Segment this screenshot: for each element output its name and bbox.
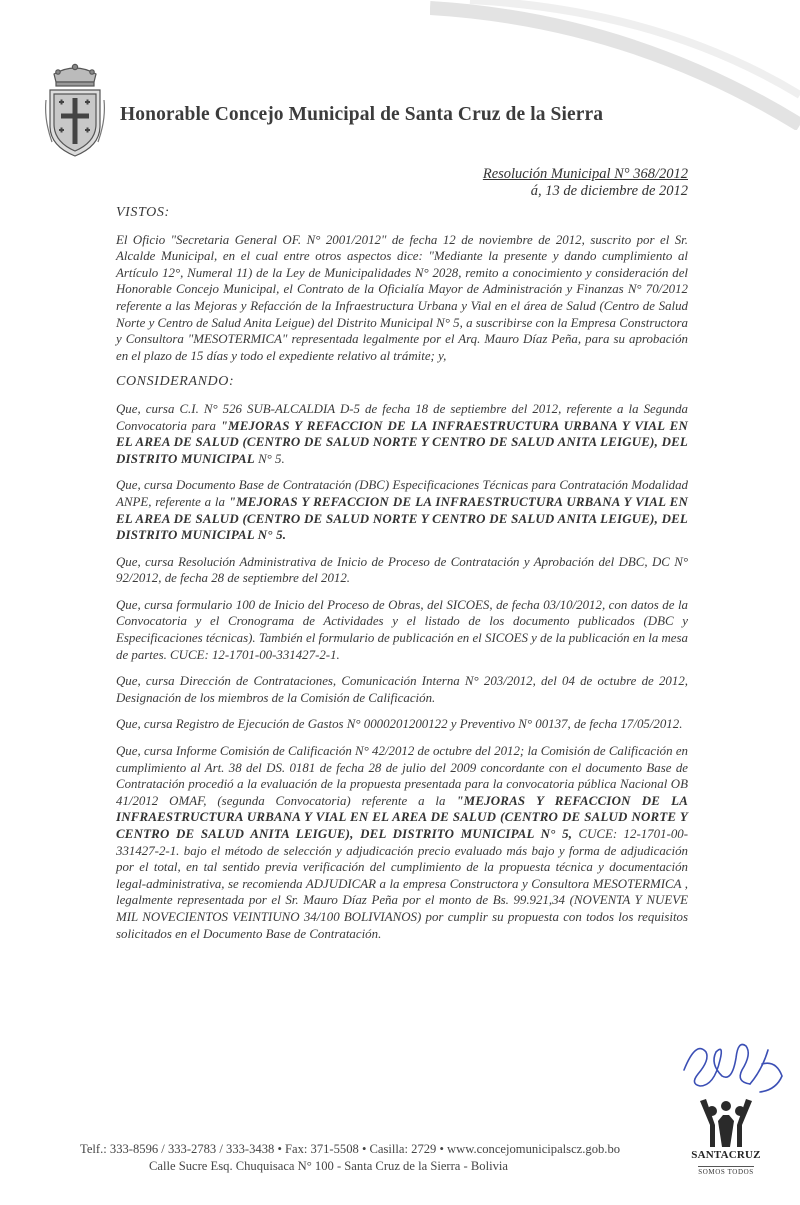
santacruz-people-icon [696,1095,756,1151]
paragraph-text: N° 5. [254,451,285,466]
santacruz-logo [686,1095,766,1175]
considerando-paragraph-7 [116,743,688,942]
considerando-heading: CONSIDERANDO: [116,374,235,390]
resolution-number: Resolución Municipal N° 368/2012 [482,166,688,182]
footer-address: Calle Sucre Esq. Chuquisaca N° 100 - Santa Cruz de la Sierra - Bolivia [149,1159,508,1173]
document-body [116,205,688,952]
footer-contact: Telf.: 333-8596 / 333-2783 / 333-3438 • Fax: 371-5508 • Casilla: 2729 • www.concejomunicipalscz.gob.bo [80,1142,621,1156]
paragraph-text: CUCE: 12-1701-00-331427-2-1. bajo el método de selección y adjudicación precio evaluado más bajo y forma de adjudicación por el total, en tal sentido previa verificación del cumplimiento de la propuesta técnica y documentación legal-administrativa, se recomienda ADJUDICAR a la empresa Constructora y Consultora MESOTERMICA , legalmente representada por el Sr. Mauro Díaz Peña por el monto de Bs. 99.921,34 (NOVENTA Y NUEVE MIL NOVECIENTOS VEINTIUNO 34/100 BOLIVIANOS) por cumplir su propuesta con todos los requisitos solicitados en el Documento Base de Contratación. [116,827,688,941]
considerando-paragraph-2 [116,477,688,543]
considerando-paragraph-4: Que, cursa formulario 100 de Inicio del Proceso de Obras, del SICOES, de fecha 03/10/2012, con datos de la Convocatoria y el Cronograma de Actividades y el listado de los documento publicados (DBC y Especificaciones técnicas). También el formulario de publicación en el SICOES y de la publicación en la mesa de partes. CUCE: 12-1701-00-331427-2-1. [116,597,688,662]
vistos-heading: VISTOS: [116,205,170,220]
paragraph-text: Que, cursa C.I. N° 526 SUB-ALCALDIA D-5 de fecha 18 de septiembre del 2012, referente a la Segunda Convocatoria para [116,401,688,433]
resolution-block [483,166,688,200]
considerando-paragraph-5: Que, cursa Dirección de Contrataciones, Comunicación Interna N° 203/2012, del 04 de octubre de 2012, Designación de los miembros de la Comisión de Calificación. [116,674,688,705]
page-title: Honorable Concejo Municipal de Santa Cruz de la Sierra [120,104,604,125]
signature [676,1030,788,1100]
project-title: "MEJORAS Y REFACCION DE LA INFRAESTRUCTURA URBANA Y VIAL EN EL AREA DE SALUD (CENTRO DE SALUD NORTE Y CENTRO DE SALUD ANITA LEIGUE), DEL DISTRITO MUNICIPAL [116,418,688,466]
paragraph-text: Que, cursa Documento Base de Contratación (DBC) Especificaciones Técnicas para Contratación Modalidad ANPE, referente a la [116,478,688,509]
resolution-date: á, 13 de diciembre de 2012 [530,183,688,199]
vistos-paragraph: El Oficio "Secretaria General OF. N° 2001/2012" de fecha 12 de noviembre de 2012, suscrito por el Sr. Alcalde Municipal, en el cual entre otros aspectos dice: "Mediante la presente y dando cumplimiento al Artículo 12°, Numeral 11) de la Ley de Municipalidades N° 2028, remito a conocimiento y consideración del Honorable Concejo Municipal, el Contrato de la Oficialía Mayor de Administración y Finanzas N° 70/2012 referente a las Mejoras y Refacción de la Infraestructura Urbana y Vial en el área de Salud (Centro de Salud Norte y Centro de Salud Anita Leigue) del Distrito Municipal N° 5, a suscribirse con la Empresa Constructora y Consultora "MESOTERMICA" representada legalmente por el Arq. Mauro Díaz Peña, para su aprobación en el plazo de 15 días y todo el expediente relativo al trámite; y, [116,232,688,363]
decorative-swoosh [430,0,800,130]
coat-of-arms-icon [44,60,106,160]
footer [80,1141,680,1175]
project-title: "MEJORAS Y REFACCION DE LA INFRAESTRUCTURA URBANA Y VIAL EN EL AREA DE SALUD (CENTRO DE SALUD NORTE Y CENTRO DE SALUD ANITA LEIGUE), DEL DISTRITO MUNICIPAL N° 5, [116,793,688,841]
logo-tagline: SOMOS TODOS [698,1168,754,1176]
paragraph-text: Que, cursa Informe Comisión de Calificación N° 42/2012 de octubre del 2012; la Comisión de Calificación en cumplimiento al Art. 38 del DS. 0181 de fecha 28 de julio del 2009 concordante con el documento Base de Contratación procedió a la evaluación de la propuesta presentada para la convocatoria pública Nacional OB 41/2012 OMAF, (segunda Convocatoria) referente a la [116,744,688,808]
considerando-paragraph-1 [116,401,688,467]
project-title: "MEJORAS Y REFACCION DE LA INFRAESTRUCTURA URBANA Y VIAL EN EL AREA DE SALUD (CENTRO DE SALUD NORTE Y CENTRO DE SALUD ANITA LEIGUE), DEL DISTRITO MUNICIPAL N° 5. [116,494,688,543]
considerando-paragraph-3: Que, cursa Resolución Administrativa de Inicio de Proceso de Contratación y Aprobación del DBC, DC N° 92/2012, de fecha 28 de septiembre del 2012. [116,554,688,586]
considerando-paragraph-6: Que, cursa Registro de Ejecución de Gastos N° 0000201200122 y Preventivo N° 00137, de fecha 17/05/2012. [116,717,683,732]
logo-name: SANTACRUZ [691,1149,761,1161]
